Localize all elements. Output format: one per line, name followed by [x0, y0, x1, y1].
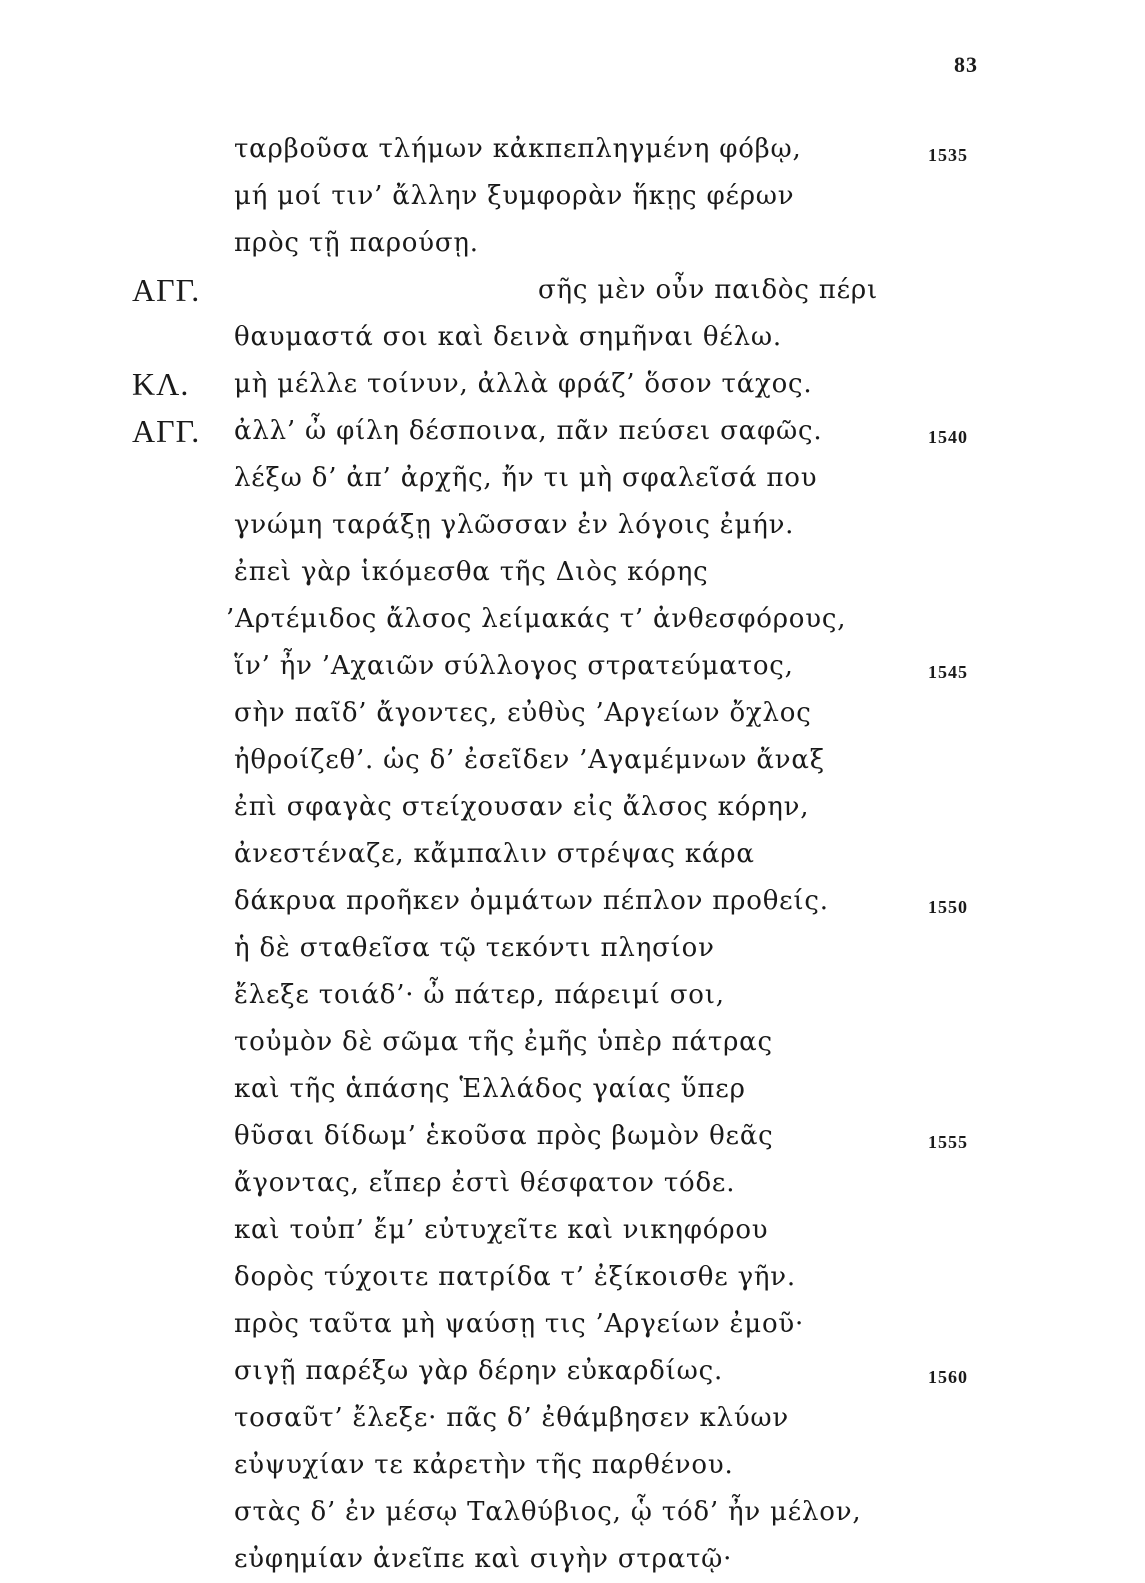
- verse-text: σὴν παῖδ’ ἄγοντες, εὐθὺς ’Αργείων ὄχλος: [234, 698, 812, 728]
- verse-line: [0, 1066, 1145, 1113]
- verse-line: [0, 1489, 1145, 1536]
- verse-line: [0, 1207, 1145, 1254]
- verse-line: [0, 361, 1145, 408]
- verse-text: καὶ τῆς ἁπάσης Ἑλλάδος γαίας ὕπερ: [234, 1074, 746, 1104]
- verse-text: ’Αρτέμιδος ἄλσος λείμακάς τ’ ἀνθεσφόρους,: [226, 604, 847, 634]
- line-number: 1560: [928, 1367, 968, 1387]
- verse-line: [0, 126, 1145, 173]
- verse-line: [0, 502, 1145, 549]
- verse-text: πρὸς ταῦτα μὴ ψαύσῃ τις ’Αργείων ἐμοῦ·: [234, 1309, 805, 1339]
- verse-line: [0, 1536, 1145, 1583]
- verse-line: [0, 1019, 1145, 1066]
- verse-text: ἐπὶ σφαγὰς στείχουσαν εἰς ἄλσος κόρην,: [234, 792, 810, 822]
- verse-text: ἵν’ ἦν ’Αχαιῶν σύλλογος στρατεύματος,: [234, 651, 794, 681]
- verse-text: τοὐμὸν δὲ σῶμα τῆς ἐμῆς ὑπὲρ πάτρας: [234, 1027, 773, 1057]
- verse-line: [0, 737, 1145, 784]
- verse-line: [0, 549, 1145, 596]
- line-number: 1550: [928, 897, 968, 917]
- verse-line: [0, 220, 1145, 267]
- verse-text: μή μοί τιν’ ἄλλην ξυμφορὰν ἥκῃς φέρων: [234, 181, 795, 211]
- verse-text: γνώμη ταράξῃ γλῶσσαν ἐν λόγοις ἐμήν.: [234, 510, 795, 540]
- verse-line: [0, 1395, 1145, 1442]
- verse-line: [0, 878, 1145, 925]
- verse-line: [0, 267, 1145, 314]
- verse-text: θαυμαστά σοι καὶ δεινὰ σημῆναι θέλω.: [234, 322, 782, 352]
- verse-line: [0, 1348, 1145, 1395]
- speaker-label: ΚΛ.: [132, 366, 190, 402]
- verse-line: [0, 596, 1145, 643]
- verse-text: πρὸς τῇ παρούσῃ.: [234, 228, 479, 258]
- line-number: 1555: [928, 1132, 968, 1152]
- verse-text: ἔλεξε τοιάδ’· ὦ πάτερ, πάρειμί σοι,: [234, 980, 725, 1010]
- verse-line: [0, 173, 1145, 220]
- verse-text: στὰς δ’ ἐν μέσῳ Ταλθύβιος, ᾧ τόδ’ ἦν μέλον,: [234, 1497, 862, 1527]
- verse-text: δορὸς τύχοιτε πατρίδα τ’ ἐξίκοισθε γῆν.: [234, 1262, 796, 1292]
- verse-line: [0, 831, 1145, 878]
- verse-text: λέξω δ’ ἀπ’ ἀρχῆς, ἤν τι μὴ σφαλεῖσά που: [234, 463, 818, 493]
- verse-line: [0, 643, 1145, 690]
- verse-line: [0, 1442, 1145, 1489]
- verse-text: καὶ τοὐπ’ ἔμ’ εὐτυχεῖτε καὶ νικηφόρου: [234, 1215, 769, 1245]
- verse-line: [0, 1113, 1145, 1160]
- verse-text: ἐπεὶ γὰρ ἱκόμεσθα τῆς Διὸς κόρης: [234, 557, 709, 587]
- verse-text: σῆς μὲν οὖν παιδὸς πέρι: [538, 275, 879, 305]
- verse-line: [0, 314, 1145, 361]
- verse-line: [0, 1254, 1145, 1301]
- verse-line: [0, 925, 1145, 972]
- verse-text: ἀνεστέναζε, κἄμπαλιν στρέψας κάρα: [234, 839, 755, 869]
- verse-line: [0, 972, 1145, 1019]
- speaker-label: ΑΓΓ.: [132, 272, 201, 308]
- verse-text: εὐφημίαν ἀνεῖπε καὶ σιγὴν στρατῷ·: [234, 1544, 733, 1574]
- speaker-label: ΑΓΓ.: [132, 413, 201, 449]
- line-number: 1545: [928, 662, 968, 682]
- verse-text: ἡ δὲ σταθεῖσα τῷ τεκόντι πλησίον: [234, 933, 715, 963]
- verse-line: [0, 784, 1145, 831]
- verse-text: εὐψυχίαν τε κἀρετὴν τῆς παρθένου.: [234, 1450, 734, 1480]
- verse-text: ταρβοῦσα τλήμων κἀκπεπληγμένη φόβῳ,: [234, 134, 802, 164]
- verse-text: ἀλλ’ ὦ φίλη δέσποινα, πᾶν πεύσει σαφῶς.: [234, 416, 823, 446]
- verse-text: ἠθροίζεθ’. ὡς δ’ ἐσεῖδεν ’Αγαμέμνων ἄναξ: [234, 745, 825, 775]
- line-number: 1540: [928, 427, 968, 447]
- verse-line: [0, 1160, 1145, 1207]
- verse-text: δάκρυα προῆκεν ὀμμάτων πέπλον προθείς.: [234, 886, 829, 916]
- line-number: 1535: [928, 145, 968, 165]
- page-number: 83: [954, 52, 978, 77]
- verse-text: μὴ μέλλε τοίνυν, ἀλλὰ φράζ’ ὅσον τάχος.: [234, 369, 813, 399]
- verse-text: τοσαῦτ’ ἔλεξε· πᾶς δ’ ἐθάμβησεν κλύων: [234, 1403, 790, 1433]
- verse-block: [0, 126, 1145, 1583]
- verse-text: ἄγοντας, εἴπερ ἐστὶ θέσφατον τόδε.: [234, 1168, 736, 1198]
- verse-line: [0, 455, 1145, 502]
- verse-line: [0, 1301, 1145, 1348]
- verse-text: θῦσαι δίδωμ’ ἑκοῦσα πρὸς βωμὸν θεᾶς: [234, 1121, 774, 1151]
- verse-text: σιγῇ παρέξω γὰρ δέρην εὐκαρδίως.: [234, 1356, 724, 1386]
- verse-line: [0, 408, 1145, 455]
- verse-line: [0, 690, 1145, 737]
